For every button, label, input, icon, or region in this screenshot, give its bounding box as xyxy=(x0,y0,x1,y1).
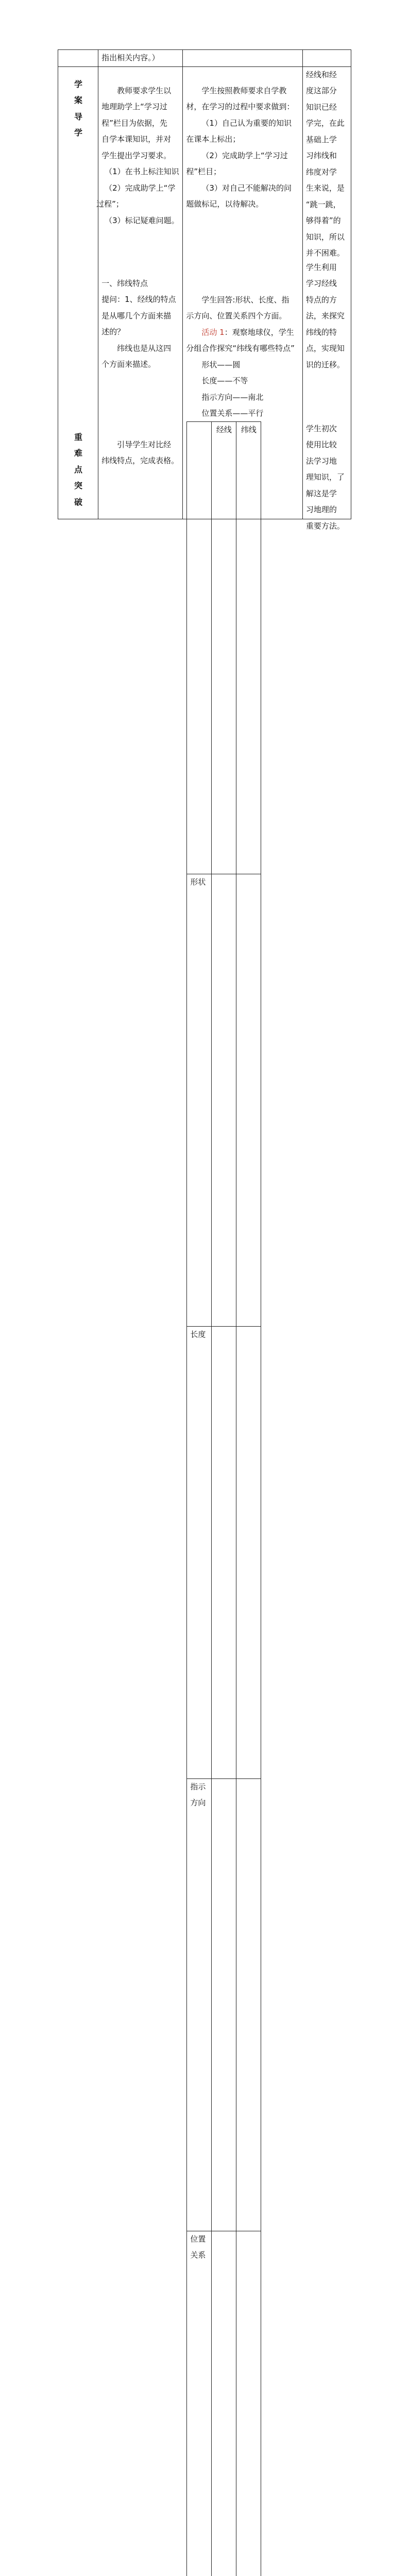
section-title: 一、纬线特点 xyxy=(101,276,182,292)
table-cell[interactable] xyxy=(212,2231,236,2576)
section-cell xyxy=(58,66,98,519)
table-cell[interactable] xyxy=(212,1778,236,2231)
lesson-table xyxy=(58,49,351,519)
teacher-cell xyxy=(98,66,183,519)
student-intro: 学生按照教师要求自学教 材，在学习的过程中要求做到： （1）自己认为重要的知识 在课本上标出； （2）完成助学上“学习过 程”栏目； （3）对自己不能解决的问 题做标记，以待解决。 xyxy=(183,83,302,213)
teacher-cell xyxy=(98,50,183,67)
intent-p1: 经线和经 度这部分 知识已经 学完，在此 基础上学 习纬线和 纬度对学 生来说，是 “跳一跳， 够得着”的 知识，所以 并不困难。 xyxy=(303,67,351,262)
table-row xyxy=(58,50,351,67)
table-row xyxy=(187,1326,261,1778)
table-cell[interactable] xyxy=(236,874,261,1326)
table-cell[interactable] xyxy=(236,2231,261,2576)
table-header-meridian: 经线 xyxy=(212,421,236,874)
intent-p3: 学生初次 使用比较 法学习地 理知识，了 解这是学 习地理的 重要方法。 xyxy=(303,421,351,535)
table-row xyxy=(187,1778,261,2231)
table-header-parallel: 纬线 xyxy=(236,421,261,874)
teacher-section-one: 一、纬线特点 提问：1、经线的特点 是从哪几个方面来描 述的？ 纬线也是从这四 个方面来描述。 xyxy=(98,276,182,373)
table-cell[interactable] xyxy=(236,1778,261,2231)
table-cell[interactable] xyxy=(212,874,236,1326)
student-cell xyxy=(183,66,302,519)
teacher-guide: 引导学生对比经 纬线特点，完成表格。 xyxy=(98,437,182,469)
table-row-label: 指示 方向 xyxy=(187,1778,212,2231)
intent-p2: 学生利用 学习经线 特点的方 法，来探究 纬线的特 点，实现知 识的迁移。 xyxy=(303,260,351,374)
table-row xyxy=(187,2231,261,2576)
table-row-label: 形状 xyxy=(187,874,212,1326)
student-answer: 学生回答:形状、长度、指 示方向、位置关系四个方面。 活动 1：观察地球仪，学生 分组合作探究“纬线有哪些特点” 形状——圆 长度——不等 指示方向——南北 位置关系——平行 xyxy=(183,292,302,422)
lesson-plan-page xyxy=(0,0,409,579)
table-row xyxy=(187,421,261,874)
table-cell[interactable] xyxy=(236,1326,261,1778)
row1-teacher-text: 指出相关内容。） xyxy=(98,50,182,66)
table-row xyxy=(58,66,351,519)
intent-cell xyxy=(302,66,351,519)
table-row-label: 位置 关系 xyxy=(187,2231,212,2576)
table-cell[interactable] xyxy=(212,1326,236,1778)
student-cell xyxy=(183,50,302,67)
compare-table xyxy=(186,421,261,2576)
section-label-key-points: 重 难 点 突 破 xyxy=(58,429,98,511)
table-cell xyxy=(187,421,212,874)
activity-label: 活动 1 xyxy=(201,328,224,337)
section-label-study-guide: 学 案 导 学 xyxy=(58,76,98,141)
teacher-intro: 教师要求学生以 地理助学上“学习过 程”栏目为依据，先 自学本课知识，并对 学生提出学习要求。 （1）在书上标注知识 （2）完成助学上“学 过程”； （3）标记疑难问题。 xyxy=(98,83,182,229)
table-row xyxy=(187,874,261,1326)
intent-cell xyxy=(302,50,351,67)
table-row-label: 长度 xyxy=(187,1326,212,1778)
section-cell xyxy=(58,50,98,67)
